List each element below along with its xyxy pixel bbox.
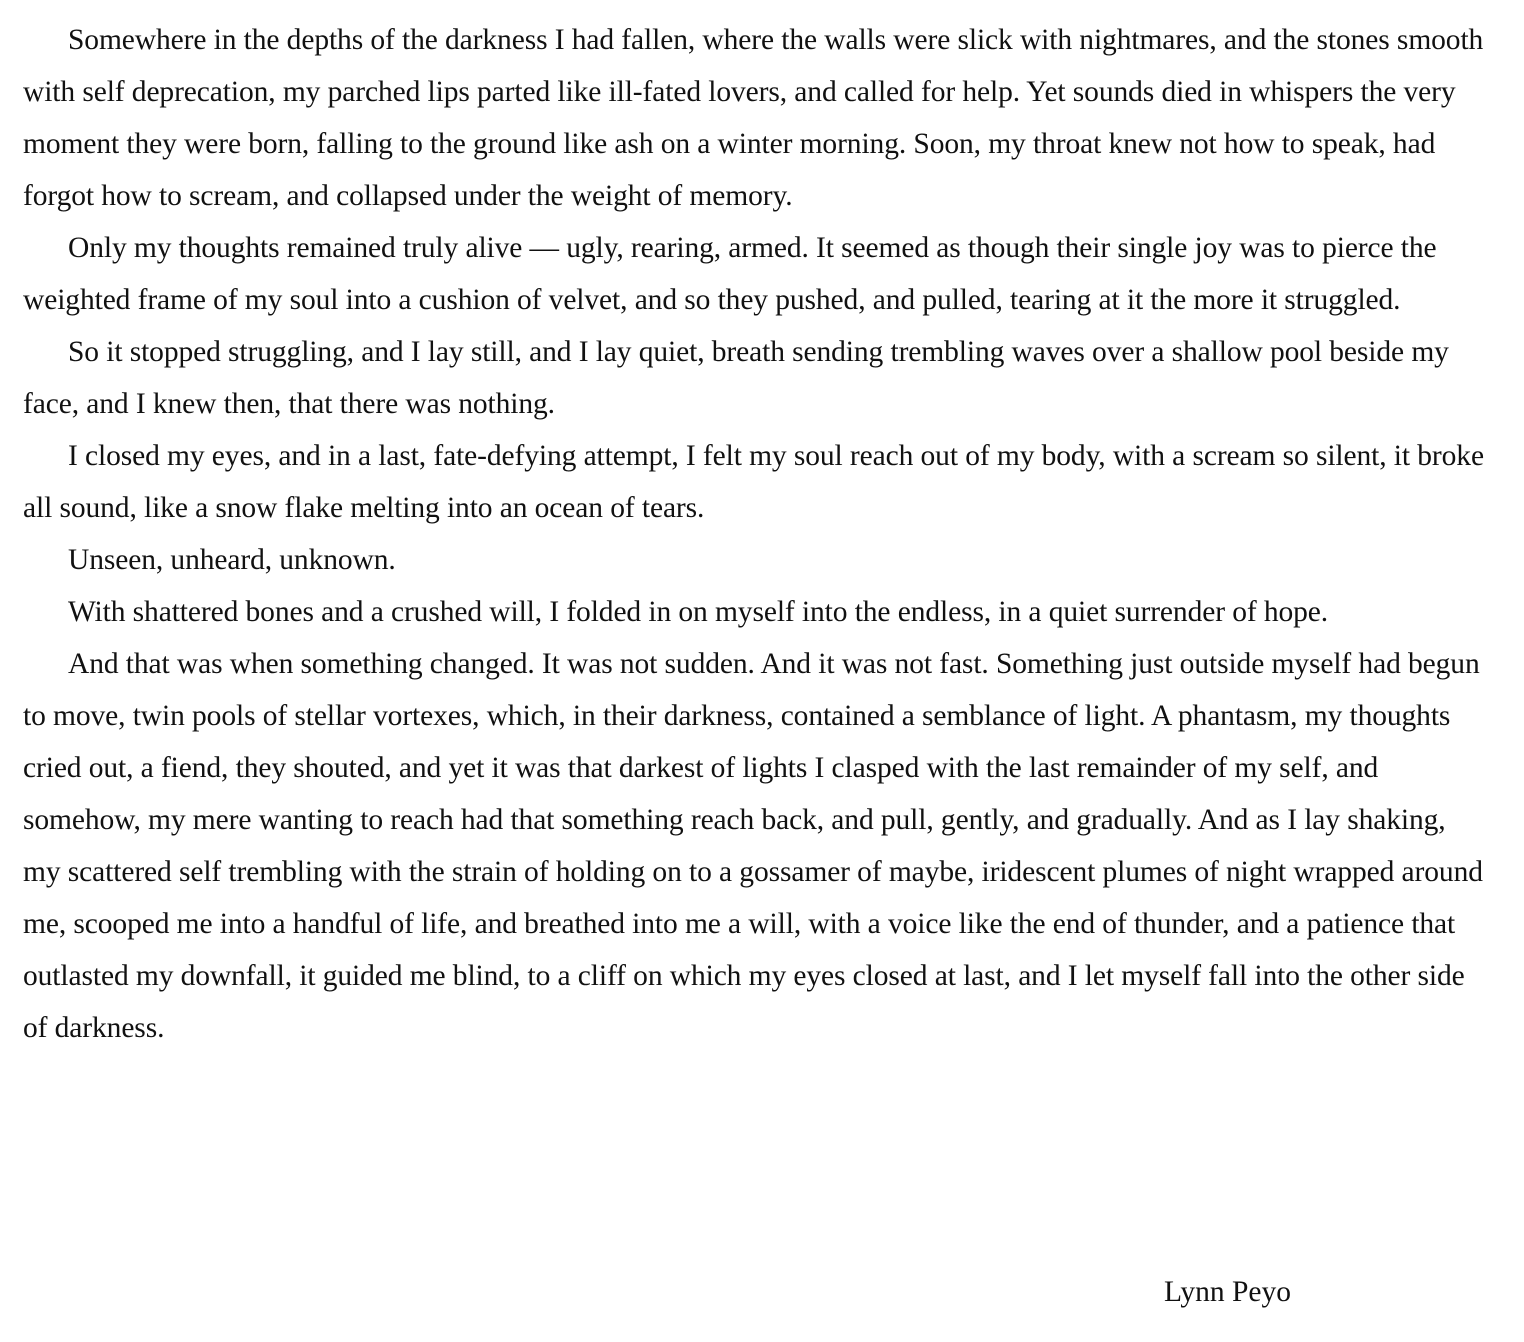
paragraph: With shattered bones and a crushed will, I folded in on myself into the endless, in a quiet surrender of hope. bbox=[68, 596, 1329, 628]
prose-body bbox=[23, 14, 1485, 1054]
paragraph: I closed my eyes, and in a last, fate-defying attempt, I felt my soul reach out of my body, with a scream so silent, it broke all sound, like a snow flake melting into an ocean of tears. bbox=[23, 440, 1484, 524]
paragraph: And that was when something changed. It was not sudden. And it was not fast. Something just outside myself had begun to move, twin pools of stellar vortexes, which, in their darkness, contained a semblance of light. A phantasm, my thoughts cried out, a fiend, they shouted, and yet it was that darkest of lights I clasped with the last remainder of my self, and somehow, my mere wanting to reach had that something reach back, and pull, gently, and gradually. And as I lay shaking, my scattered self trembling with the strain of holding on to a gossamer of maybe, iridescent plumes of night wrapped around me, scooped me into a handful of life, and breathed into me a will, with a voice like the end of thunder, and a patience that outlasted my downfall, it guided me blind, to a cliff on which my eyes closed at last, and I let myself fall into the other side of darkness. bbox=[23, 648, 1483, 1044]
author-signature: Lynn Peyo bbox=[1164, 1276, 1292, 1308]
paragraph: Only my thoughts remained truly alive — ugly, rearing, armed. It seemed as though their single joy was to pierce the weighted frame of my soul into a cushion of velvet, and so they pushed, and pulled, tearing at it the more it struggled. bbox=[23, 232, 1437, 316]
paragraph: Unseen, unheard, unknown. bbox=[68, 544, 396, 576]
paragraph: So it stopped struggling, and I lay still, and I lay quiet, breath sending trembling waves over a shallow pool beside my face, and I knew then, that there was nothing. bbox=[23, 336, 1449, 420]
paragraph: Somewhere in the depths of the darkness I had fallen, where the walls were slick with nightmares, and the stones smooth with self deprecation, my parched lips parted like ill-fated lovers, and called for help. Yet sounds died in whispers the very moment they were born, falling to the ground like ash on a winter morning. Soon, my throat knew not how to speak, had forgot how to scream, and collapsed under the weight of memory. bbox=[23, 24, 1484, 212]
